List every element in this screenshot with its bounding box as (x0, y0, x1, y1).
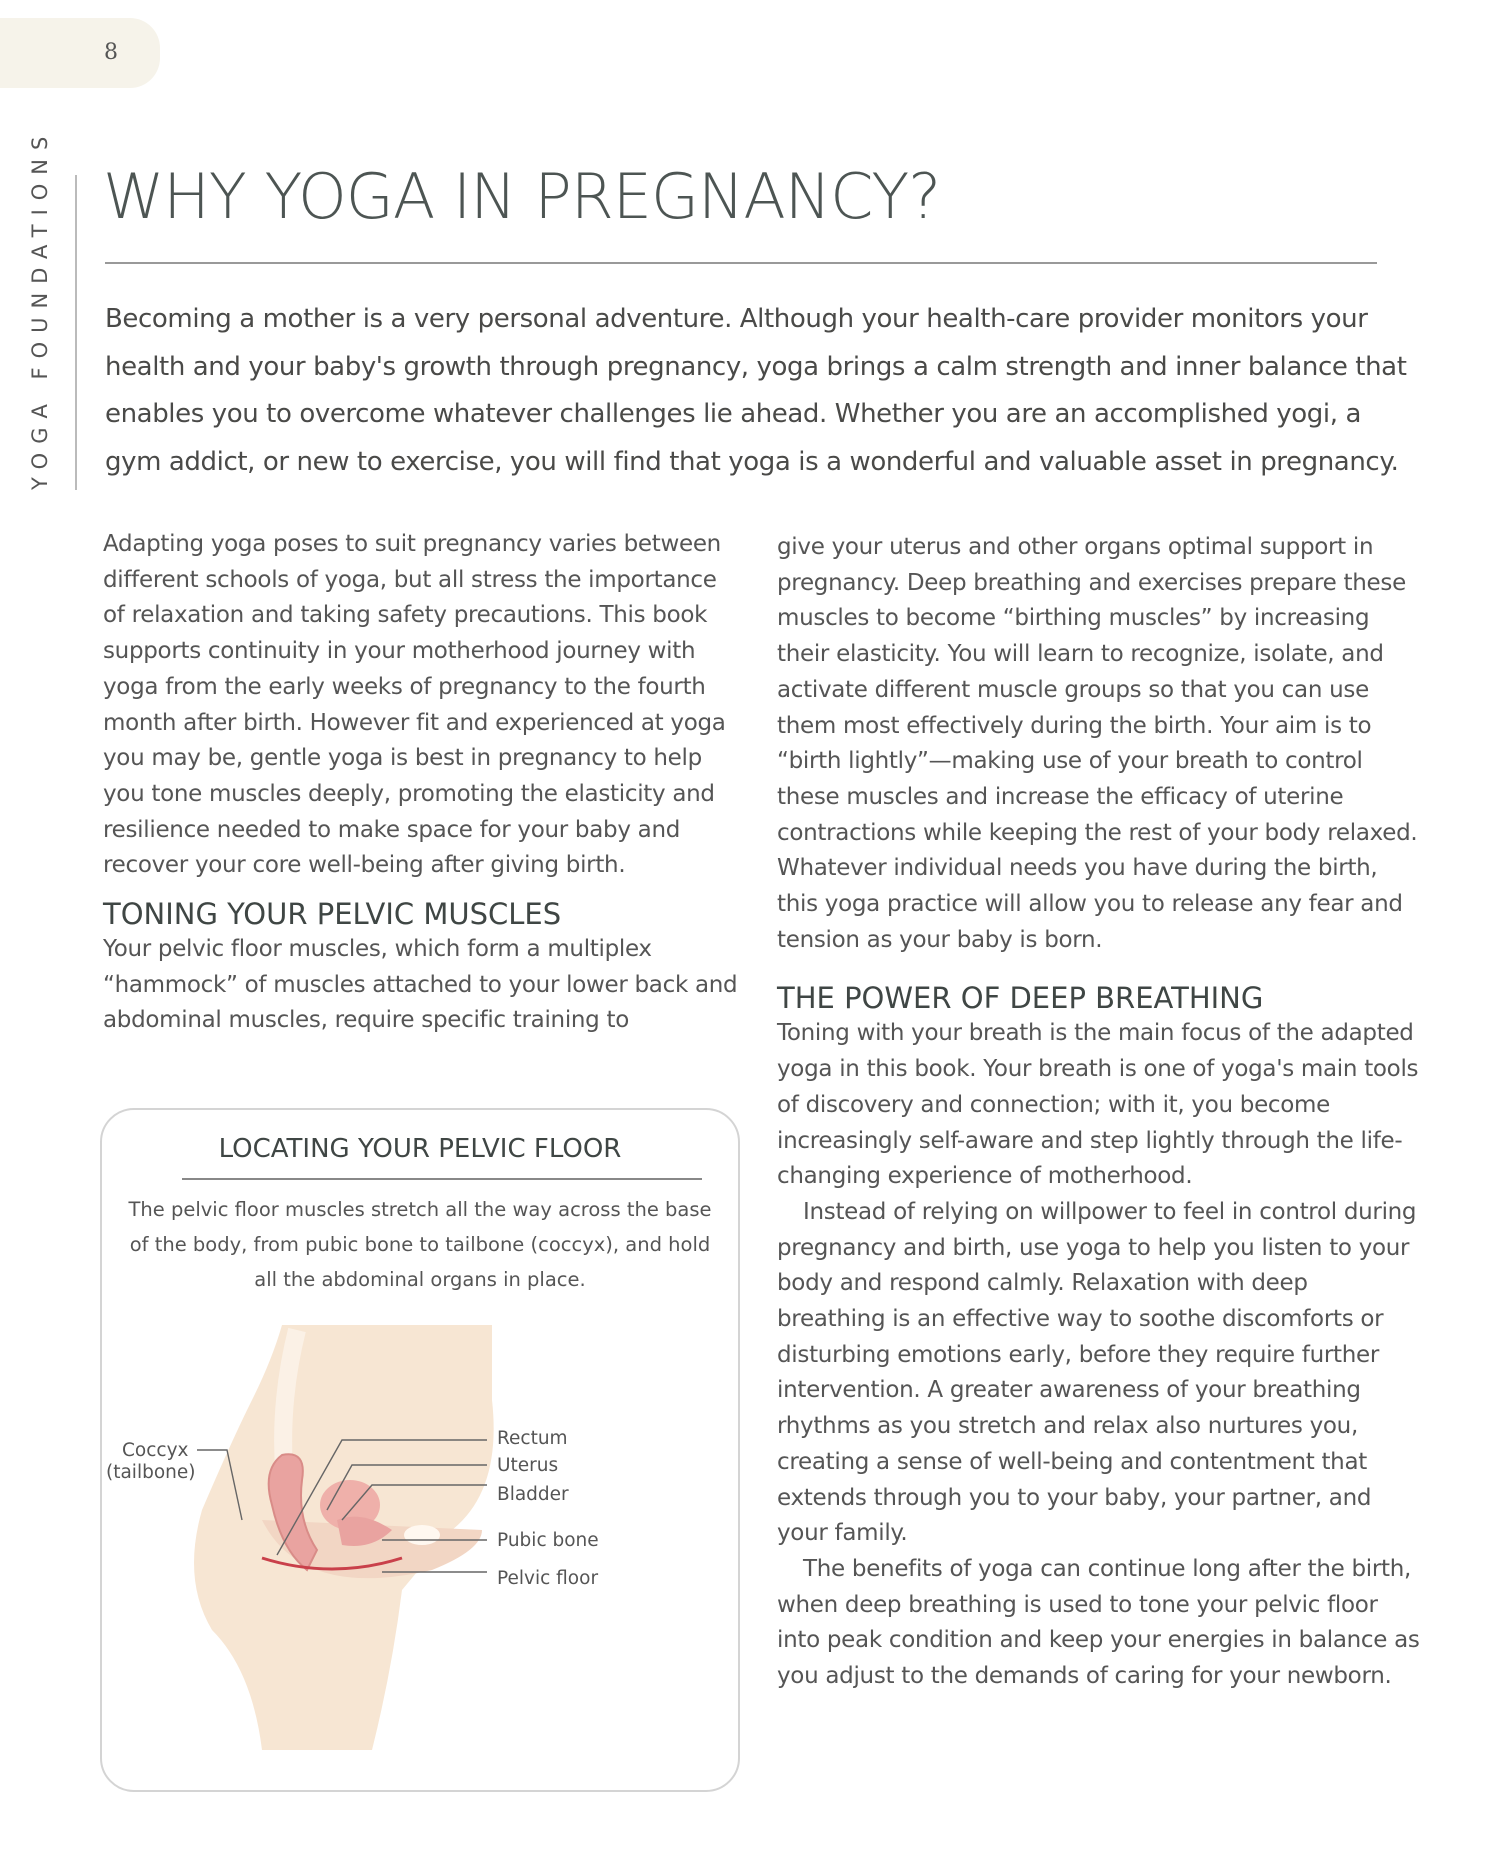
label-bladder: Bladder (497, 1484, 569, 1505)
page-title: WHY YOGA IN PREGNANCY? (103, 160, 941, 233)
title-rule (105, 262, 1377, 264)
right-paragraph-2: Toning with your breath is the main focus of the adapted yoga in this book. Your breath is one of yoga's main tools of discovery and connection; with it, you become increasingly self-aware and step lightly through the life-changing experience of motherhood. (777, 1020, 1419, 1190)
section-divider (75, 175, 77, 490)
left-paragraph-2: Your pelvic floor muscles, which form a multiplex “hammock” of muscles attached to your lower back and abdominal muscles, require specific training to (103, 936, 738, 1034)
right-paragraph-4: The benefits of yoga can continue long after the birth, when deep breathing is used to tone your pelvic floor into peak condition and keep your energies in balance as you adjust to the demands of caring for your newborn. (777, 1555, 1420, 1690)
left-paragraph-1: Adapting yoga poses to suit pregnancy varies between different schools of yoga, but all stress the importance of relaxation and taking safety precautions. This book supports continuity in your motherhood journey with yoga from the early weeks of pregnancy to the fourth month after birth. However fit and experienced at yoga you may be, gentle yoga is best in pregnancy to help you tone muscles deeply, promoting the elasticity and resilience needed to make space for your baby and recover your core well-being after giving birth. (103, 531, 726, 879)
right-paragraph-1: give your uterus and other organs optimal support in pregnancy. Deep breathing and exercises prepare these muscles to become “birthing muscles” by increasing their elasticity. You will learn to recognize, isolate, and activate different muscle groups so that you can use them most effectively during the birth. Your aim is to “birth lightly”—making use of your breath to control these muscles and increase the efficacy of uterine contractions while keeping the rest of your body relaxed. Whatever individual needs you have during the birth, this yoga practice will allow you to release any fear and tension as your baby is born. (777, 534, 1418, 953)
pelvic-floor-sidebar (100, 1108, 740, 1792)
page-tab (0, 18, 160, 88)
sidebar-title: LOCATING YOUR PELVIC FLOOR (218, 1134, 622, 1164)
label-coccyx-sub: (tailbone) (106, 1462, 196, 1483)
heading-toning: TONING YOUR PELVIC MUSCLES (103, 897, 562, 932)
heading-breathing: THE POWER OF DEEP BREATHING (777, 981, 1264, 1016)
label-uterus: Uterus (497, 1455, 559, 1476)
sidebar-caption: The pelvic floor muscles stretch all the way across the base of the body, from pubic bone to tailbone (coccyx), and hold all the abdominal organs in place. (128, 1198, 712, 1291)
pelvis-illustration (102, 1110, 738, 1790)
intro-paragraph: Becoming a mother is a very personal adventure. Although your health-care provider monitors your health and your baby's growth through pregnancy, yoga brings a calm strength and inner balance that enables you to overcome whatever challenges lie ahead. Whether you are an accomplished yogi, a gym addict, or new to exercise, you will find that yoga is a wonderful and valuable asset in pregnancy. (105, 304, 1407, 477)
label-pubic-bone: Pubic bone (497, 1530, 599, 1551)
page-number: 8 (104, 40, 118, 65)
label-pelvic-floor: Pelvic floor (497, 1568, 599, 1589)
label-rectum: Rectum (497, 1428, 568, 1449)
label-coccyx: Coccyx (122, 1440, 189, 1461)
section-label: YOGA FOUNDATIONS (28, 127, 52, 490)
right-column (777, 530, 1422, 1695)
right-paragraph-3: Instead of relying on willpower to feel in control during pregnancy and birth, use yoga to help you listen to your body and respond calmly. Relaxation with deep breathing is an effective way to soothe discomforts or disturbing emotions early, before they require further intervention. A greater awareness of your breathing rhythms as you stretch and relax also nurtures you, creating a sense of well-being and contentment that extends through you to your baby, your partner, and your family. (777, 1198, 1417, 1547)
left-column (103, 527, 743, 1039)
